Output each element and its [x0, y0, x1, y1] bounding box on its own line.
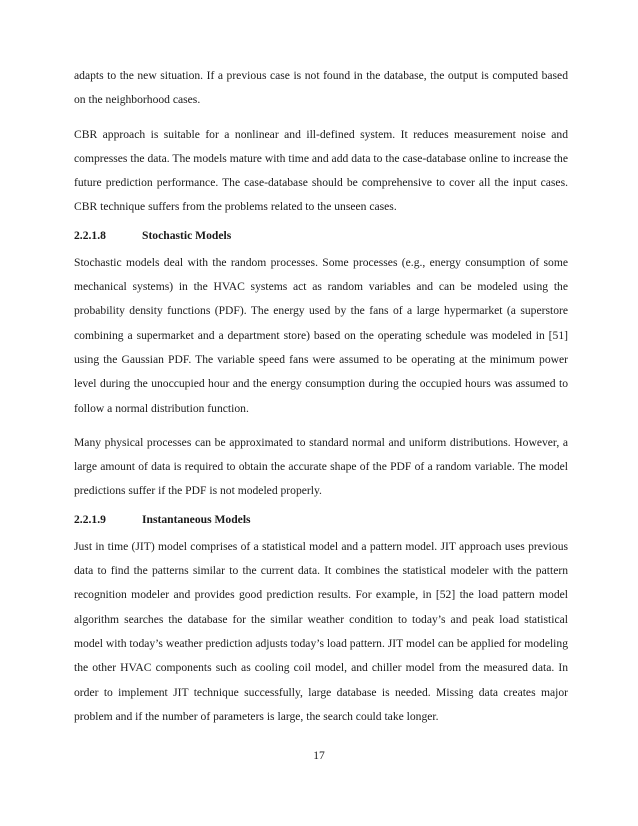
section-heading-stochastic	[74, 226, 568, 246]
page-number: 17	[313, 749, 325, 762]
paragraph-cbr-continuation: adapts to the new situation. If a previous case is not found in the database, the output is computed based on the neighborhood cases.	[74, 69, 568, 107]
section-number: 2.2.1.8	[74, 228, 106, 242]
paragraph-stochastic-models: Stochastic models deal with the random processes. Some processes (e.g., energy consumption of some mechanical systems) in the HVAC systems act as random variables and can be modeled using the probability density functions (PDF). The energy used by the fans of a large hypermarket (a superstore combining a supermarket and a department store) based on the operating schedule was modeled in [51] using the Gaussian PDF. The variable speed fans were assumed to be operating at the minimum power level during the unoccupied hour and the energy consumption during the occupied hours was assumed to follow a normal distribution function.	[74, 255, 568, 415]
section-number: 2.2.1.9	[74, 512, 106, 526]
section-heading-instantaneous	[74, 510, 568, 530]
section-title: Stochastic Models	[142, 228, 232, 242]
section-title: Instantaneous Models	[142, 512, 251, 526]
paragraph-distributions: Many physical processes can be approximated to standard normal and uniform distributions. However, a large amount of data is required to obtain the accurate shape of the PDF of a random variable. The model predictions suffer if the PDF is not modeled properly.	[74, 435, 568, 498]
page-body	[74, 64, 568, 729]
paragraph-cbr-approach: CBR approach is suitable for a nonlinear and ill-defined system. It reduces measurement noise and compresses the data. The models mature with time and add data to the case-database online to increase the future prediction performance. The case-database should be comprehensive to cover all the input cases. CBR technique suffers from the problems related to the unseen cases.	[74, 127, 568, 214]
paragraph-jit-model: Just in time (JIT) model comprises of a statistical model and a pattern model. JIT approach uses previous data to find the patterns similar to the current data. It combines the statistical modeler with the pattern recognition modeler and provides good prediction results. For example, in [52] the load pattern model algorithm searches the database for the similar weather condition to today’s and peak load statistical model with today’s weather prediction adjusts today’s load pattern. JIT model can be applied for modeling the other HVAC components such as cooling coil model, and chiller model from the measured data. In order to implement JIT technique successfully, large database is needed. Missing data creates major problem and if the number of parameters is large, the search could take longer.	[74, 539, 568, 723]
